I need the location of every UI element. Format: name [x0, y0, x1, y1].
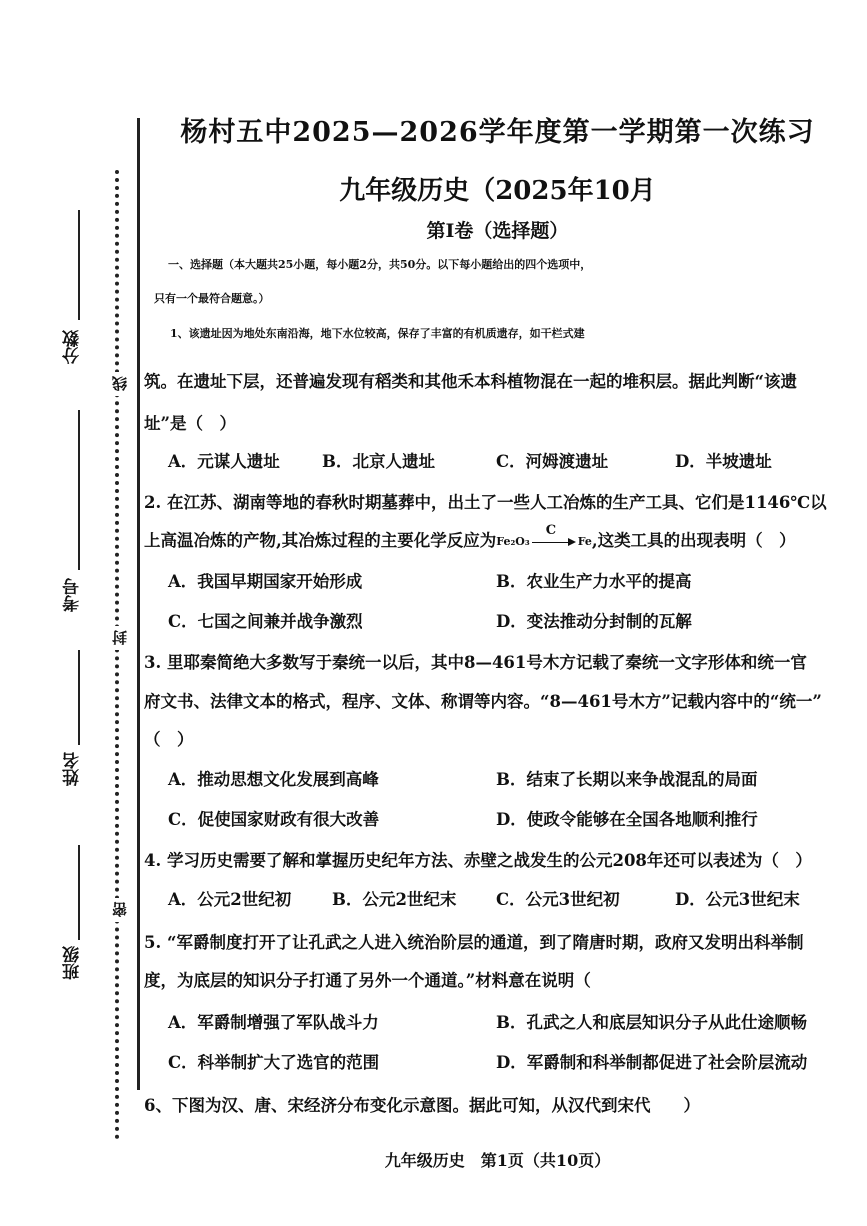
q2-option-b: B．农业生产力水平的提高 — [496, 572, 692, 591]
q1-option-b: B．北京人遗址 — [322, 452, 435, 471]
q3-line-2: 府文书、法律文本的格式，程序、文体、称谓等内容。“8—461号木方”记载内容中的“统一” — [144, 692, 822, 711]
q5-line-1: 5. “军爵制度打开了让孔武之人进入统治阶层的通道，到了隋唐时期，政府又发明出科举制 — [144, 933, 804, 952]
q4-option-d: D．公元3世纪末 — [675, 890, 800, 909]
q4-line-1: 4. 学习历史需要了解和掌握历史纪年方法、赤壁之战发生的公元208年还可以表述为（ ） — [144, 851, 812, 870]
formula-product: Fe — [577, 534, 592, 548]
score-label: 分数 — [63, 330, 83, 364]
binding-margin — [0, 0, 140, 1226]
q5-option-d: D．军爵制和科举制都促进了社会阶层流动 — [496, 1053, 808, 1072]
q5-option-b: B．孔武之人和底层知识分子从此仕途顺畅 — [496, 1013, 807, 1032]
q2-line-1: 2. 在江苏、湖南等地的春秋时期墓葬中，出土了一些人工冶炼的生产工具、它们是1146℃以 — [144, 493, 827, 512]
q3-option-b: B．结束了长期以来争战混乱的局面 — [496, 770, 758, 789]
q4-option-b: B．公元2世纪末 — [332, 890, 457, 909]
q5-line-2: 度，为底层的知识分子打通了另外一个通道。”材料意在说明（ — [144, 971, 591, 990]
margin-rule — [137, 118, 140, 1090]
q1-line-3: 址”是（ ） — [144, 414, 236, 433]
exam-number-blank-line — [78, 410, 80, 570]
q2-line-2 — [144, 522, 855, 551]
q3-line-3: （ ） — [144, 730, 194, 749]
q4-option-c: C．公元3世纪初 — [496, 890, 620, 909]
score-blank-line — [78, 210, 80, 320]
q1-line-2: 筑。在遗址下层，还普遍发现有稻类和其他禾本科植物混在一起的堆积层。据此判断“该遗 — [144, 372, 797, 391]
reaction-arrow — [532, 522, 576, 549]
q1-option-d: D．半坡遗址 — [675, 452, 772, 471]
q1-line-1: 1、该遗址因为地处东南沿海，地下水位较高，保存了丰富的有机质遗存，如干栏式建 — [170, 327, 585, 340]
name-label: 姓名 — [63, 752, 83, 786]
q3-option-c: C．促使国家财政有很大改善 — [168, 810, 380, 829]
class-label: 班级 — [63, 946, 83, 980]
q2-option-c: C．七国之间兼并战争激烈 — [168, 612, 363, 631]
seal-char-line: 线 — [108, 372, 128, 396]
reaction-condition: C — [545, 522, 557, 538]
exam-number-label: 考号 — [63, 578, 83, 612]
q3-line-1: 3. 里耶秦简绝大多数写于秦统一以后，其中8—461号木方记载了秦统一文字形体和统一官 — [144, 653, 807, 672]
q2-option-d: D．变法推动分封制的瓦解 — [496, 612, 692, 631]
class-blank-line — [78, 845, 80, 940]
q4-option-a: A．公元2世纪初 — [168, 890, 292, 909]
q3-option-a: A．推动思想文化发展到高峰 — [168, 770, 379, 789]
chemical-formula — [496, 522, 592, 549]
seal-char-secret: 密 — [108, 898, 128, 922]
name-blank-line — [78, 650, 80, 745]
q5-option-a: A．军爵制增强了军队战斗力 — [168, 1013, 379, 1032]
q6-line-1: 6、下图为汉、唐、宋经济分布变化示意图。据此可知，从汉代到宋代 ） — [144, 1096, 700, 1115]
formula-reactant: Fe₂O₃ — [496, 534, 530, 548]
seal-char-seal: 封 — [108, 626, 128, 650]
q1-option-a: A．元谋人遗址 — [168, 452, 280, 471]
q1-option-c: C．河姆渡遗址 — [496, 452, 609, 471]
q3-option-d: D．使政令能够在全国各地顺利推行 — [496, 810, 758, 829]
part-heading: 第Ⅰ卷（选择题） — [426, 220, 569, 242]
exam-subtitle: 九年级历史（2025年10月 — [339, 176, 656, 206]
seal-dotted-line — [115, 170, 119, 1140]
page-footer: 九年级历史 第1页（共10页） — [384, 1151, 611, 1170]
q2-option-a: A．我国早期国家开始形成 — [168, 572, 363, 591]
q5-option-c: C．科举制扩大了选官的范围 — [168, 1053, 380, 1072]
section-instruction-1: 一、选择题（本大题共25小题，每小题2分，共50分。以下每小题给出的四个选项中， — [168, 258, 592, 271]
q2-line-2-tail: ,这类工具的出现表明（ ） — [591, 531, 796, 550]
exam-title: 杨村五中2025—2026学年度第一学期第一次练习 — [180, 117, 815, 148]
q2-line-2-text: 上高温冶炼的产物,其冶炼过程的主要化学反应为 — [144, 531, 497, 550]
section-instruction-2: 只有一个最符合题意。） — [154, 292, 270, 305]
